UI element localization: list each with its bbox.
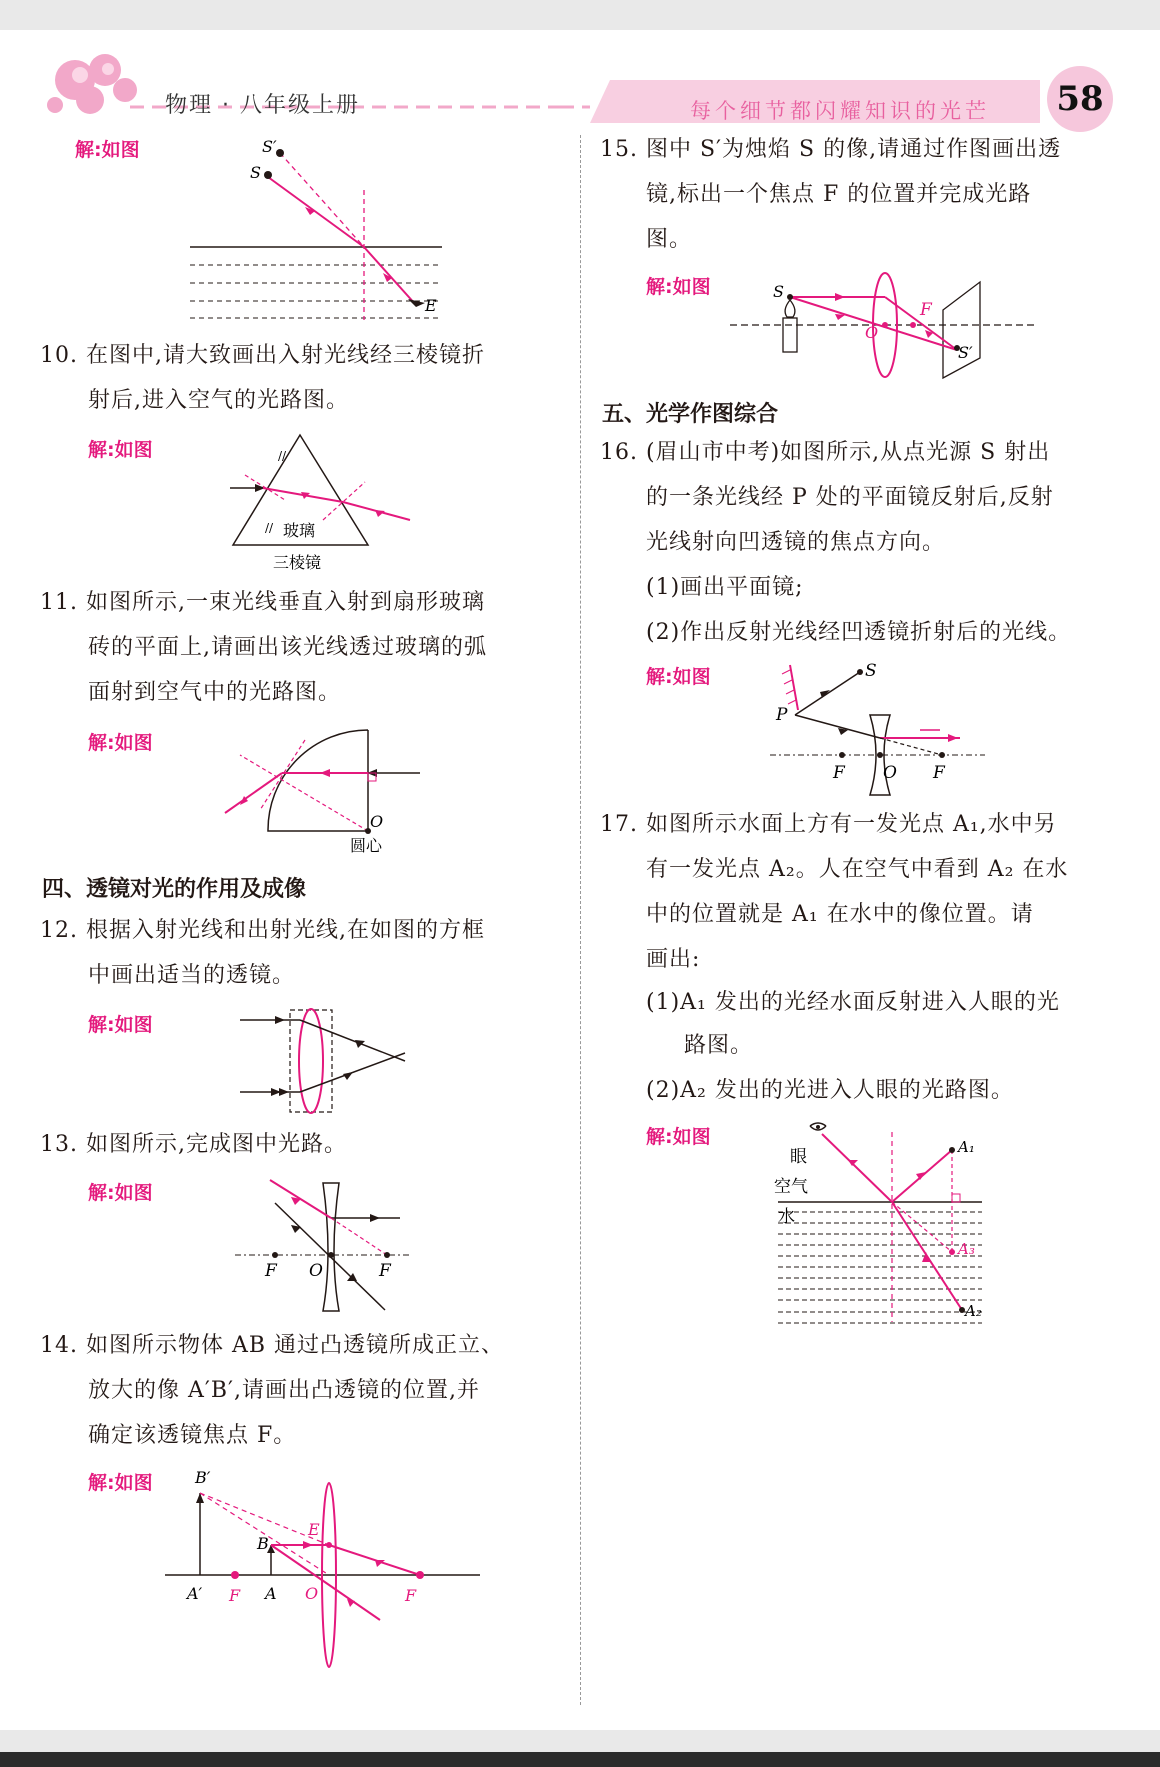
q9-label-s-prime: S′ — [262, 137, 277, 156]
answer-label: 解:如图 — [88, 1472, 153, 1494]
answer-label: 解:如图 — [646, 276, 711, 298]
q14-line-2: 放大的像 A′B′,请画出凸透镜的位置,并 — [88, 1378, 481, 1403]
q16-line-3: 光线射向凹透镜的焦点方向。 — [646, 530, 946, 555]
q10-line-1: 10. 在图中,请大致画出入射光线经三棱镜折 — [40, 343, 485, 368]
answer-label: 解:如图 — [75, 139, 140, 161]
q11-line-1: 11. 如图所示,一束光线垂直入射到扇形玻璃 — [40, 590, 485, 615]
q15-diagram — [725, 270, 1045, 385]
q14-label-b: B — [257, 1534, 269, 1553]
page-number: 58 — [1047, 66, 1113, 132]
answer-label: 解:如图 — [88, 439, 153, 461]
q17-label-eye: 眼 — [790, 1147, 807, 1167]
q9-label-e: E — [425, 296, 437, 315]
q13-line-1: 13. 如图所示,完成图中光路。 — [40, 1132, 347, 1157]
q17-label-a2: A₂ — [965, 1302, 982, 1320]
q17-label-water: 水 — [778, 1207, 795, 1227]
answer-label: 解:如图 — [88, 1014, 153, 1036]
q16-line-4: (1)画出平面镜; — [646, 575, 804, 600]
svg-text://: // — [265, 521, 274, 535]
q12-line-2: 中画出适当的透镜。 — [88, 963, 296, 988]
q13-label-o: O — [309, 1261, 323, 1281]
q17-line-7: (2)A₂ 发出的光进入人眼的光路图。 — [646, 1078, 1014, 1103]
answer-label: 解:如图 — [646, 666, 711, 688]
q11-line-3: 面射到空气中的光路图。 — [88, 680, 342, 705]
q14-line-3: 确定该透镜焦点 F。 — [88, 1423, 297, 1448]
q15-label-s-prime: S′ — [958, 343, 973, 362]
q17-line-5: (1)A₁ 发出的光经水面反射进入人眼的光 — [646, 990, 1060, 1015]
header-subject: 物理 · 八年级上册 — [165, 93, 360, 118]
q15-label-o: O — [865, 323, 879, 342]
bottom-bar — [0, 1752, 1160, 1767]
q13-label-f-left: F — [265, 1261, 277, 1281]
q17-line-6: 路图。 — [684, 1033, 754, 1058]
section-5-title: 五、光学作图综合 — [602, 402, 779, 427]
q14-diagram — [165, 1465, 485, 1670]
q14-label-f-right: F — [405, 1586, 417, 1605]
q15-label-s: S — [773, 282, 784, 301]
q14-label-f-left: F — [229, 1586, 241, 1605]
q16-label-p: P — [776, 705, 788, 725]
svg-text://: // — [278, 449, 287, 463]
q11-diagram — [220, 725, 430, 855]
q16-label-f-right: F — [933, 763, 945, 783]
q17-label-a3: A₃ — [958, 1240, 975, 1258]
q16-label-f-left: F — [833, 763, 845, 783]
q17-line-1: 17. 如图所示水面上方有一发光点 A₁,水中另 — [600, 812, 1057, 837]
q14-label-a-prime: A′ — [187, 1584, 203, 1603]
q14-label-b-prime: B′ — [195, 1468, 211, 1487]
q17-label-air: 空气 — [774, 1177, 808, 1197]
q14-line-1: 14. 如图所示物体 AB 通过凸透镜所成正立、 — [40, 1333, 505, 1358]
q16-diagram — [770, 660, 1000, 795]
header-motto: 每个细节都闪耀知识的光芒 — [690, 99, 990, 123]
q16-line-1: 16. (眉山市中考)如图所示,从点光源 S 射出 — [600, 440, 1051, 465]
column-divider — [580, 135, 581, 1705]
q11-line-2: 砖的平面上,请画出该光线透过玻璃的弧 — [88, 635, 487, 660]
section-4-title: 四、透镜对光的作用及成像 — [42, 877, 307, 902]
q17-line-3: 中的位置就是 A₁ 在水中的像位置。请 — [646, 902, 1034, 927]
q14-label-o: O — [305, 1584, 319, 1603]
q15-line-3: 图。 — [646, 227, 693, 252]
q13-label-f-right: F — [379, 1261, 391, 1281]
q10-label-glass: 玻璃 — [283, 521, 316, 540]
q16-line-2: 的一条光线经 P 处的平面镜反射后,反射 — [646, 485, 1054, 510]
q15-line-1: 15. 图中 S′为烛焰 S 的像,请通过作图画出透 — [600, 137, 1062, 162]
answer-label: 解:如图 — [646, 1126, 711, 1148]
answer-label: 解:如图 — [88, 1182, 153, 1204]
q10-line-2: 射后,进入空气的光路图。 — [88, 388, 349, 413]
q10-label-prism: 三棱镜 — [273, 553, 322, 572]
q17-line-4: 画出: — [646, 947, 701, 972]
q16-line-5: (2)作出反射光线经凹透镜折射后的光线。 — [646, 620, 1072, 645]
q14-label-a: A — [265, 1584, 277, 1603]
q17-label-a1: A₁ — [958, 1138, 975, 1156]
q16-label-s: S — [865, 661, 877, 681]
q12-diagram — [235, 1005, 415, 1115]
q15-label-f: F — [920, 300, 932, 320]
q10-diagram — [225, 430, 425, 580]
q12-line-1: 12. 根据入射光线和出射光线,在如图的方框 — [40, 918, 485, 943]
answer-label: 解:如图 — [88, 732, 153, 754]
q11-label-o: O — [370, 812, 384, 831]
q9-label-s: S — [250, 163, 261, 182]
q15-line-2: 镜,标出一个焦点 F 的位置并完成光路 — [646, 182, 1032, 207]
q17-diagram — [770, 1122, 995, 1337]
q14-label-e: E — [308, 1520, 320, 1539]
q17-line-2: 有一发光点 A₂。人在空气中看到 A₂ 在水 — [646, 857, 1069, 882]
q16-label-o: O — [883, 763, 897, 783]
q13-diagram — [235, 1175, 415, 1315]
q9-diagram — [180, 135, 460, 325]
q11-label-center: 圆心 — [350, 836, 383, 855]
